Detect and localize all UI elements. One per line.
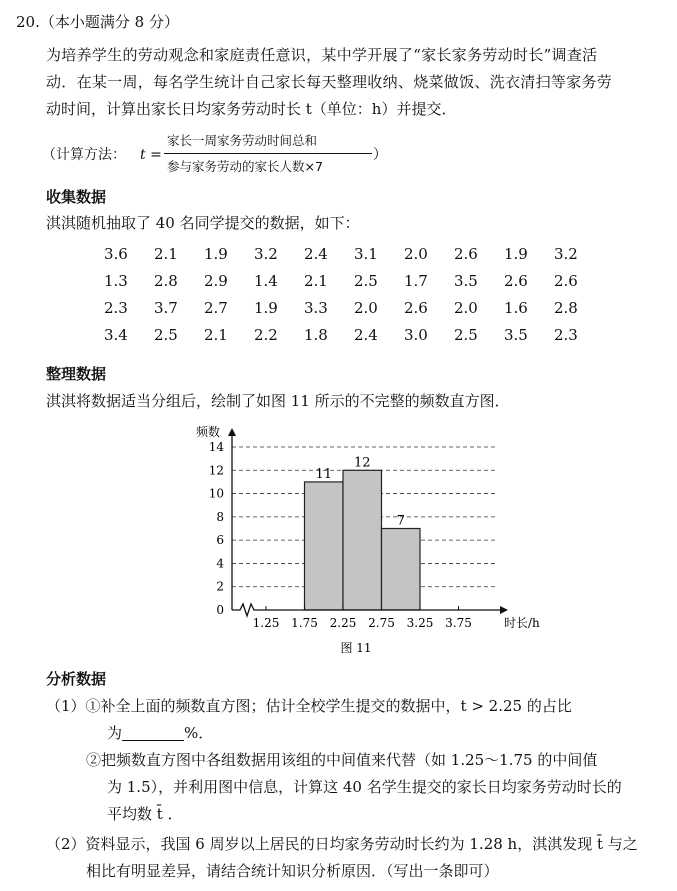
method-suffix: ） bbox=[373, 147, 387, 163]
x-axis-label: 时长/h bbox=[504, 616, 540, 630]
y-tick-label: 6 bbox=[216, 533, 224, 548]
q1-blank-suffix: %． bbox=[184, 724, 214, 742]
question-number-and-points bbox=[16, 12, 179, 32]
y-tick-label: 14 bbox=[208, 440, 224, 454]
q2-line-1: （2）资料显示，我国 6 周岁以上居民的日均家务劳动时长约为 1.28 h，淇淇发现 t̄ 与之 bbox=[46, 835, 638, 853]
data-cell: 1.6 bbox=[504, 298, 528, 317]
answer-blank[interactable] bbox=[122, 724, 184, 741]
data-cell: 2.1 bbox=[304, 271, 328, 290]
intro-line-2: 动．在某一周，每名学生统计自己家长每天整理收纳、烧菜做饭、洗衣清扫等家务劳 bbox=[46, 73, 613, 91]
organize-heading: 整理数据 bbox=[46, 365, 107, 383]
data-cell: 3.0 bbox=[404, 325, 428, 344]
data-cell: 2.3 bbox=[554, 325, 578, 344]
histogram-bar bbox=[305, 482, 344, 610]
data-cell: 2.6 bbox=[554, 271, 578, 290]
intro-line-3: 动时间，计算出家长日均家务劳动时长 t（单位：h）并提交． bbox=[46, 100, 457, 118]
q1-line-5: 平均数 t̄ ． bbox=[107, 805, 183, 823]
collect-heading: 收集数据 bbox=[46, 188, 107, 206]
organize-desc: 淇淇将数据适当分组后，绘制了如图 11 所示的不完整的频数直方图． bbox=[46, 392, 510, 410]
figure-caption: 图 11 bbox=[340, 641, 372, 655]
x-tick-label: 3.25 bbox=[406, 616, 434, 630]
data-cell: 2.7 bbox=[204, 298, 228, 317]
q1-blank-prefix: 为 bbox=[107, 724, 123, 742]
q2-line-2: 相比有明显差异，请结合统计知识分析原因．（写出一条即可） bbox=[86, 862, 499, 880]
data-cell: 3.2 bbox=[254, 244, 278, 263]
bar-value-label: 12 bbox=[353, 455, 371, 471]
histogram-bar bbox=[343, 470, 382, 610]
method-var: t = bbox=[140, 147, 162, 163]
x-tick-label: 3.75 bbox=[445, 616, 472, 630]
data-cell: 1.4 bbox=[254, 271, 278, 290]
data-cell: 2.2 bbox=[254, 325, 278, 344]
data-cell: 2.5 bbox=[154, 325, 178, 344]
bar-value-label: 11 bbox=[315, 466, 333, 482]
data-cell: 2.4 bbox=[304, 244, 328, 263]
data-cell: 1.3 bbox=[104, 271, 128, 290]
intro-line-1: 为培养学生的劳动观念和家庭责任意识，某中学开展了“家长家务劳动时长”调查活 bbox=[46, 46, 598, 64]
analyze-heading: 分析数据 bbox=[46, 670, 107, 688]
data-cell: 2.3 bbox=[104, 298, 128, 317]
data-cell: 3.6 bbox=[104, 244, 128, 263]
y-tick-label: 2 bbox=[216, 579, 224, 594]
y-tick-label: 0 bbox=[216, 603, 224, 617]
collect-desc: 淇淇随机抽取了 40 名同学提交的数据，如下： bbox=[46, 214, 360, 232]
data-row bbox=[104, 267, 604, 294]
data-cell: 3.5 bbox=[454, 271, 478, 290]
data-table bbox=[104, 240, 604, 348]
question-points: （本小题满分 8 分） bbox=[39, 13, 179, 31]
data-cell: 2.5 bbox=[454, 325, 478, 344]
histogram-bar bbox=[382, 529, 421, 611]
x-tick-label: 1.75 bbox=[291, 616, 318, 630]
x-tick-label: 1.25 bbox=[252, 616, 280, 630]
y-tick-label: 10 bbox=[208, 486, 224, 501]
method-denominator: 参与家务劳动的家长人数×7 bbox=[167, 159, 323, 174]
data-cell: 2.8 bbox=[554, 298, 578, 317]
data-cell: 3.7 bbox=[154, 298, 178, 317]
x-tick-label: 2.25 bbox=[329, 616, 357, 630]
y-tick-label: 12 bbox=[208, 463, 224, 478]
data-cell: 2.5 bbox=[354, 271, 378, 290]
data-cell: 1.9 bbox=[204, 244, 228, 263]
q1-line-1: （1）①补全上面的频数直方图；估计全校学生提交的数据中，t > 2.25 的占比 bbox=[46, 697, 572, 715]
bar-value-label: 7 bbox=[396, 513, 405, 529]
fraction-bar bbox=[164, 153, 372, 154]
data-row bbox=[104, 321, 604, 348]
y-axis-arrow bbox=[228, 428, 236, 436]
data-row bbox=[104, 294, 604, 321]
y-tick-label: 4 bbox=[216, 556, 224, 571]
data-cell: 2.6 bbox=[404, 298, 428, 317]
data-cell: 2.8 bbox=[154, 271, 178, 290]
data-cell: 1.7 bbox=[404, 271, 428, 290]
q1-line-4: 为 1.5），并利用图中信息，计算这 40 名学生提交的家长日均家务劳动时长的 bbox=[107, 778, 622, 796]
data-cell: 3.4 bbox=[104, 325, 128, 344]
data-cell: 1.9 bbox=[254, 298, 278, 317]
data-cell: 2.0 bbox=[404, 244, 428, 263]
x-axis-arrow bbox=[500, 606, 508, 614]
x-tick-label: 2.75 bbox=[368, 616, 395, 630]
data-cell: 2.6 bbox=[454, 244, 478, 263]
q1-blank-line bbox=[107, 723, 213, 743]
data-cell: 3.1 bbox=[354, 244, 378, 263]
data-cell: 3.3 bbox=[304, 298, 328, 317]
data-cell: 2.0 bbox=[354, 298, 378, 317]
question-number: 20. bbox=[16, 13, 40, 31]
data-cell: 2.4 bbox=[354, 325, 378, 344]
data-cell: 2.1 bbox=[154, 244, 178, 263]
frequency-histogram bbox=[180, 420, 540, 660]
data-cell: 1.9 bbox=[504, 244, 528, 263]
data-cell: 3.2 bbox=[554, 244, 578, 263]
method-numerator: 家长一周家务劳动时间总和 bbox=[167, 133, 318, 148]
data-cell: 2.1 bbox=[204, 325, 228, 344]
data-cell: 2.0 bbox=[454, 298, 478, 317]
y-axis-label: 频数 bbox=[196, 425, 221, 439]
data-cell: 3.5 bbox=[504, 325, 528, 344]
q1-line-3: ②把频数直方图中各组数据用该组的中间值来代替（如 1.25～1.75 的中间值 bbox=[86, 751, 598, 769]
data-cell: 2.9 bbox=[204, 271, 228, 290]
data-cell: 2.6 bbox=[504, 271, 528, 290]
method-prefix: （计算方法： bbox=[42, 147, 126, 163]
data-cell: 1.8 bbox=[304, 325, 328, 344]
y-tick-label: 8 bbox=[216, 509, 224, 524]
data-row bbox=[104, 240, 604, 267]
